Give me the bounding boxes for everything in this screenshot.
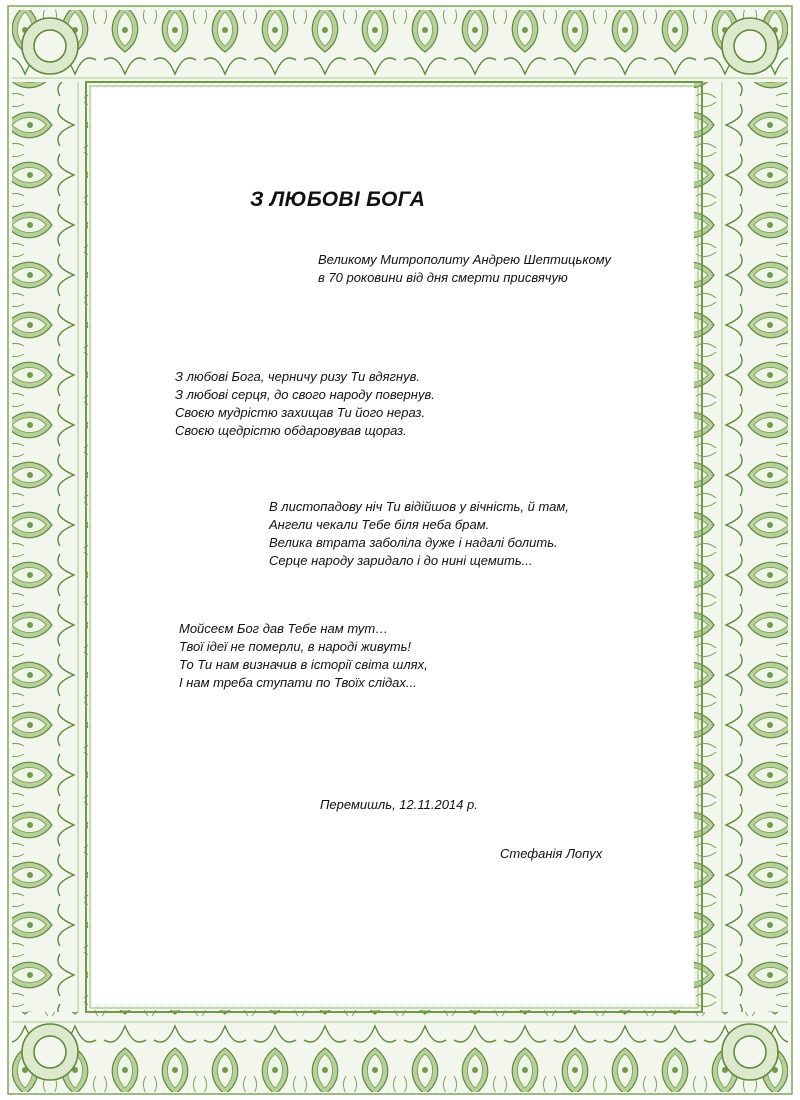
stanza-line: З любові Бога, черничу ризу Ти вдягнув.	[175, 369, 420, 384]
stanza-3	[179, 620, 428, 692]
dedication-line: в 70 роковини від дня смерти присвячую	[318, 270, 568, 285]
stanza-1	[175, 368, 435, 440]
stanza-line: Серце народу заридало і до нині щемить...	[269, 553, 533, 568]
stanza-line: Твої ідеї не померли, в народі живуть!	[179, 639, 412, 654]
stanza-line: То Ти нам визначив в історії світа шлях,	[179, 657, 428, 672]
stanza-line: В листопадову ніч Ти відійшов у вічність, й там,	[269, 499, 569, 514]
place-date: Перемишль, 12.11.2014 р.	[320, 797, 478, 812]
stanza-line: Своєю мудрістю захищав Ти його нераз.	[175, 405, 426, 420]
stanza-line: Мойсеєм Бог дав Тебе нам тут…	[179, 621, 389, 636]
author-signature: Стефанія Лопух	[500, 846, 603, 861]
stanza-line: З любові серця, до свого народу повернув.	[175, 387, 435, 402]
stanza-line: Ангели чекали Тебе біля неба брам.	[269, 517, 490, 532]
stanza-line: І нам треба ступати по Твоїх слідах...	[179, 675, 417, 690]
dedication-line: Великому Митрополиту Андрею Шептицькому	[318, 252, 611, 267]
poem-title: З ЛЮБОВІ БОГА	[250, 188, 426, 211]
stanza-line: Своєю щедрістю обдаровував щораз.	[175, 423, 407, 438]
stanza-line: Велика втрата заболіла дуже і надалі болить.	[269, 535, 558, 550]
stanza-2	[269, 498, 569, 570]
dedication	[318, 251, 611, 287]
